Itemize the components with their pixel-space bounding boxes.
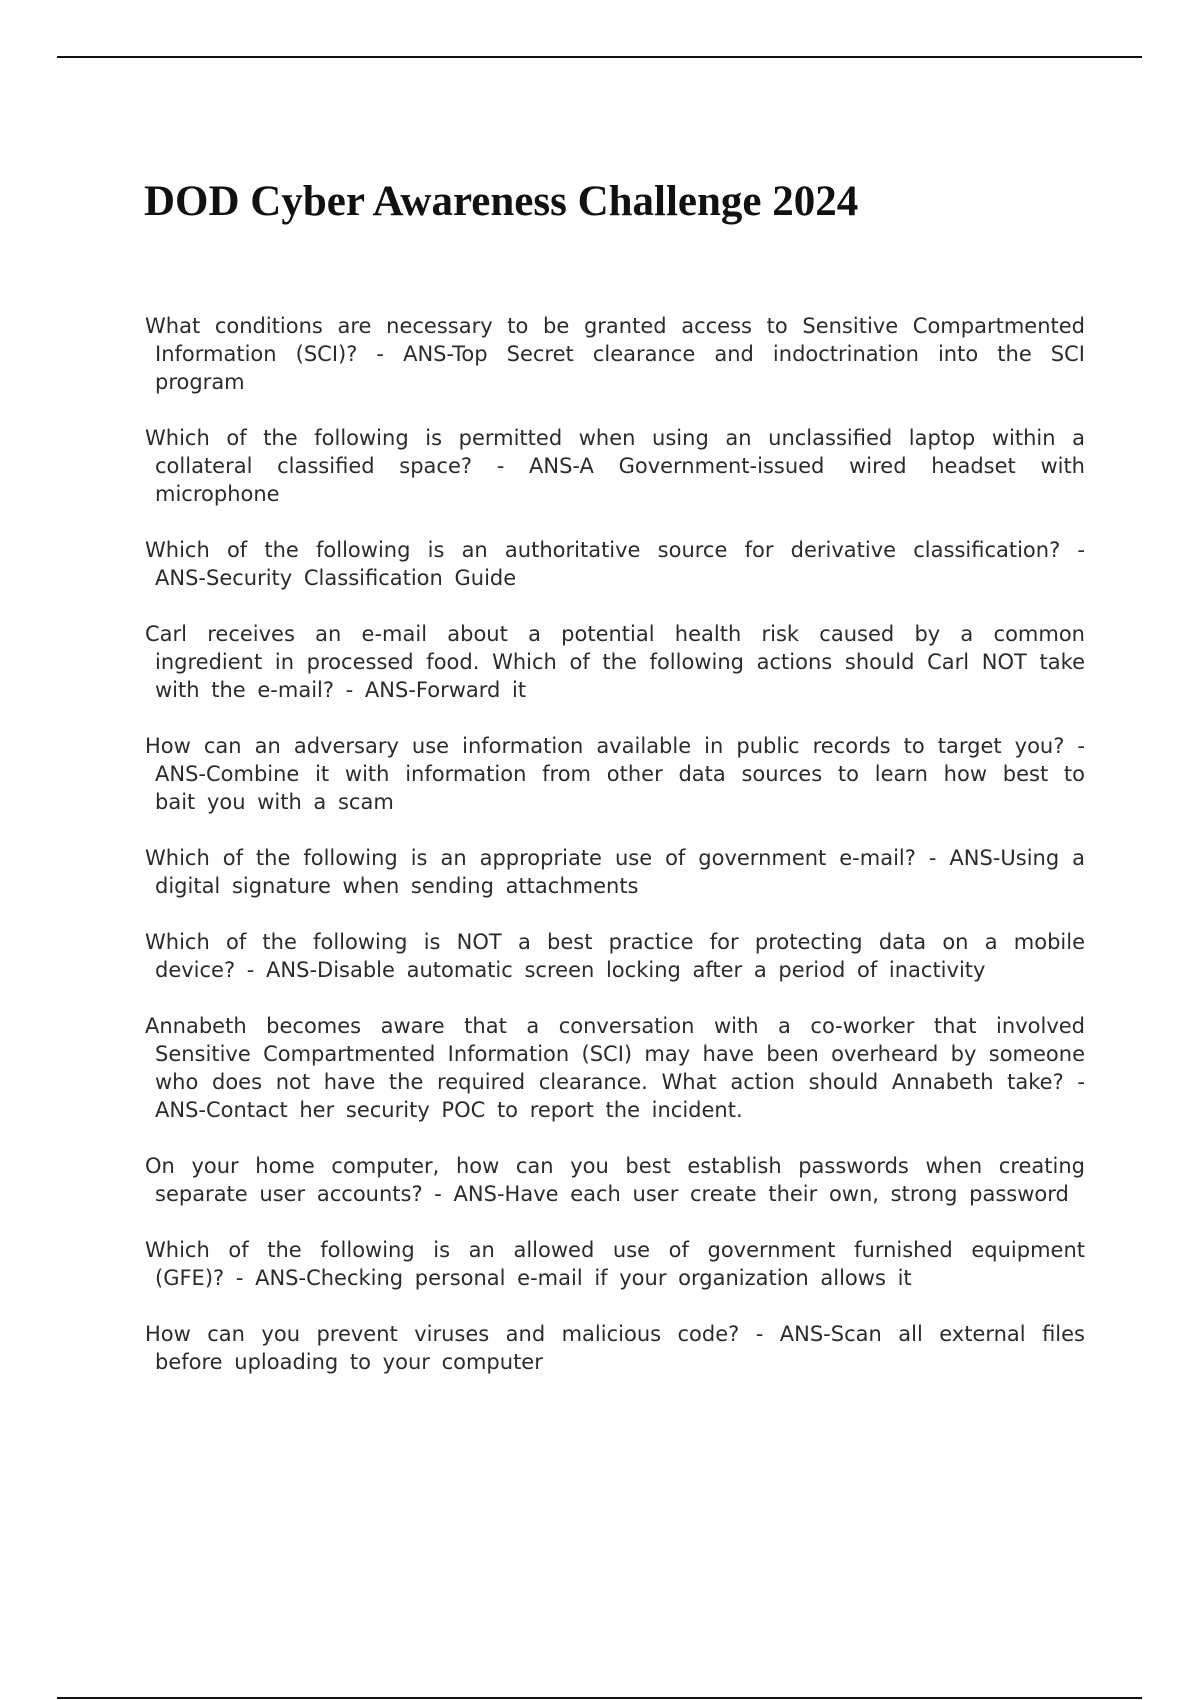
qa-item: Annabeth becomes aware that a conversation with a co-worker that involved Sensitive Compartmented Information (SCI) may have been overheard by someone who does not have the required clearance. What action should Annabeth take? - ANS-Contact her security POC to report the incident. <box>145 1014 1085 1122</box>
qa-item: Which of the following is an allowed use of government furnished equipment (GFE)? - ANS-Checking personal e-mail if your organization allows it <box>145 1238 1085 1290</box>
top-rule <box>57 56 1142 58</box>
qa-item: On your home computer, how can you best establish passwords when creating separate user accounts? - ANS-Have each user create their own, strong password <box>145 1154 1085 1206</box>
qa-list <box>145 312 1085 1404</box>
qa-item: How can you prevent viruses and malicious code? - ANS-Scan all external files before uploading to your computer <box>145 1322 1085 1374</box>
qa-item: How can an adversary use information available in public records to target you? - ANS-Combine it with information from other data sources to learn how best to bait you with a scam <box>145 734 1085 814</box>
document-title: DOD Cyber Awareness Challenge 2024 <box>144 178 859 225</box>
bottom-rule <box>57 1697 1142 1699</box>
qa-item: What conditions are necessary to be granted access to Sensitive Compartmented Information (SCI)? - ANS-Top Secret clearance and indoctrination into the SCI program <box>145 314 1085 394</box>
qa-item: Carl receives an e-mail about a potential health risk caused by a common ingredient in processed food. Which of the following actions should Carl NOT take with the e-mail? - ANS-Forward it <box>145 622 1085 702</box>
qa-item: Which of the following is an appropriate use of government e-mail? - ANS-Using a digital signature when sending attachments <box>145 846 1085 898</box>
qa-item: Which of the following is NOT a best practice for protecting data on a mobile device? - ANS-Disable automatic screen locking after a period of inactivity <box>145 930 1085 982</box>
qa-item: Which of the following is an authoritative source for derivative classification? - ANS-Security Classification Guide <box>145 538 1085 590</box>
qa-item: Which of the following is permitted when using an unclassified laptop within a collateral classified space? - ANS-A Government-issued wired headset with microphone <box>145 426 1085 506</box>
